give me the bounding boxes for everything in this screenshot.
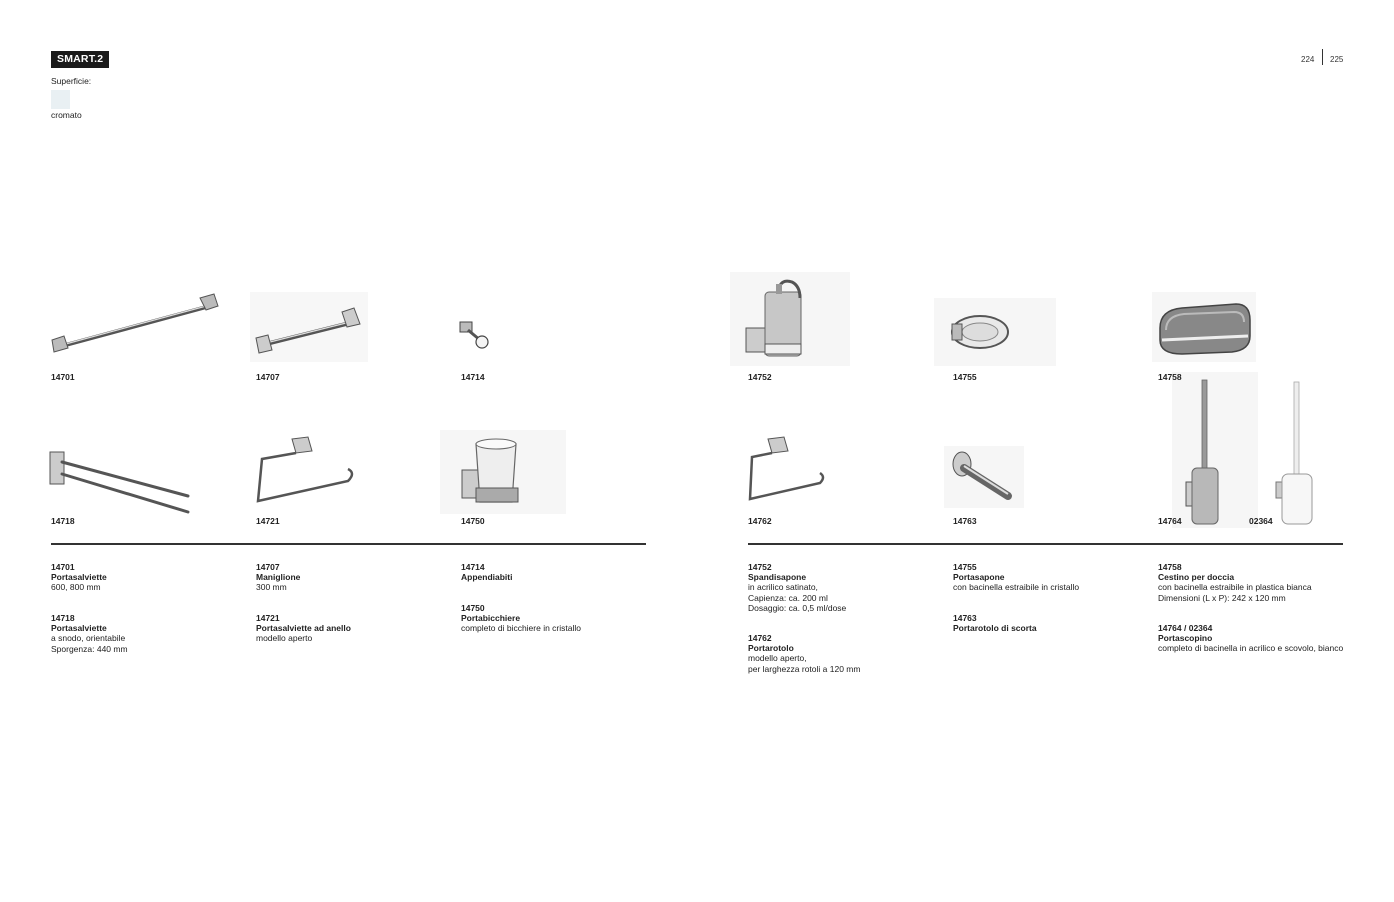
desc-name: Portarotolo (748, 643, 794, 654)
desc-code: 14750 (461, 603, 485, 613)
product-code-14762: 14762 (748, 516, 772, 526)
desc-line: 600, 800 mm (51, 582, 101, 593)
product-code-14763: 14763 (953, 516, 977, 526)
description-14721 (256, 613, 351, 644)
description-14750 (461, 603, 581, 634)
desc-code: 14707 (256, 562, 280, 572)
description-14701 (51, 562, 107, 593)
product-code-14718: 14718 (51, 516, 75, 526)
description-14763 (953, 613, 1037, 633)
desc-name: Appendiabiti (461, 572, 513, 583)
desc-code: 14764 / 02364 (1158, 623, 1213, 633)
product-code-14701: 14701 (51, 372, 75, 382)
soap-dispenser-14752-image (730, 272, 850, 366)
paper-holder-14762-image (744, 433, 828, 505)
shower-basket-14758-image (1152, 292, 1256, 362)
product-code-14764: 14764 (1158, 516, 1182, 526)
page-separator (1322, 49, 1323, 65)
finish-swatch (51, 90, 70, 109)
description-14752 (748, 562, 846, 613)
towel-rail-14701-image (50, 290, 222, 354)
description-14714 (461, 562, 512, 582)
desc-code: 14763 (953, 613, 977, 623)
desc-name: Portabicchiere (461, 613, 521, 624)
desc-line: Capienza: ca. 200 ml (748, 592, 828, 603)
grab-bar-14707-image (250, 292, 368, 362)
desc-name: Portasalviette (51, 572, 107, 583)
desc-line: in acrilico satinato, (748, 582, 818, 593)
towel-ring-14721-image (252, 433, 360, 509)
desc-name: Portasalviette (51, 623, 107, 634)
product-code-14752: 14752 (748, 372, 772, 382)
hook-14714-image (456, 318, 492, 352)
description-14718 (51, 613, 128, 654)
product-code-14707: 14707 (256, 372, 280, 382)
swivel-towel-rail-14718-image (48, 450, 193, 518)
page-number-left: 224 (1301, 55, 1315, 64)
desc-line: con bacinella estraibile in plastica bianca (1158, 582, 1312, 593)
glass-holder-14750-image (440, 430, 566, 514)
page-number-right: 225 (1330, 55, 1344, 64)
description-14762 (748, 633, 860, 674)
desc-name: Portascopino (1158, 633, 1213, 644)
desc-line: modello aperto, (748, 653, 807, 664)
desc-name: Maniglione (256, 572, 301, 583)
desc-line: completo di bacinella in acrilico e scovolo, bianco (1158, 643, 1344, 654)
desc-line: Dosaggio: ca. 0,5 ml/dose (748, 602, 847, 613)
product-code-14750: 14750 (461, 516, 485, 526)
desc-name: Portarotolo di scorta (953, 623, 1037, 634)
product-code-14755: 14755 (953, 372, 977, 382)
product-code-14721: 14721 (256, 516, 280, 526)
product-code-02364: 02364 (1249, 516, 1273, 526)
desc-code: 14718 (51, 613, 75, 623)
desc-code: 14701 (51, 562, 75, 572)
desc-line: a snodo, orientabile (51, 633, 126, 644)
divider-left (51, 543, 646, 545)
desc-name: Portasapone (953, 572, 1005, 583)
desc-name: Spandisapone (748, 572, 807, 583)
spare-roll-holder-14763-image (944, 446, 1024, 508)
desc-code: 14752 (748, 562, 772, 572)
description-14758 (1158, 562, 1312, 603)
description-14707 (256, 562, 300, 593)
desc-line: 300 mm (256, 582, 287, 593)
finish-label: cromato (51, 110, 82, 120)
desc-code: 14714 (461, 562, 485, 572)
description-14764-02364 (1158, 623, 1343, 654)
desc-line: completo di bicchiere in cristallo (461, 623, 581, 634)
desc-name: Cestino per doccia (1158, 572, 1235, 583)
desc-line: modello aperto (256, 633, 313, 644)
desc-code: 14762 (748, 633, 772, 643)
desc-line: per larghezza rotoli a 120 mm (748, 663, 861, 674)
toilet-brush-holder-14764-image (1172, 372, 1258, 528)
desc-name: Portasalviette ad anello (256, 623, 351, 634)
desc-line: con bacinella estraibile in cristallo (953, 582, 1080, 593)
surface-label: Superficie: (51, 76, 92, 86)
desc-code: 14755 (953, 562, 977, 572)
divider-right (748, 543, 1343, 545)
series-title: SMART.2 (51, 51, 109, 68)
soap-dish-14755-image (934, 298, 1056, 366)
replacement-brush-02364-image (1272, 378, 1320, 528)
desc-code: 14721 (256, 613, 280, 623)
description-14755 (953, 562, 1079, 593)
desc-line: Dimensioni (L x P): 242 x 120 mm (1158, 592, 1286, 603)
desc-code: 14758 (1158, 562, 1182, 572)
product-code-14758: 14758 (1158, 372, 1182, 382)
product-code-14714: 14714 (461, 372, 485, 382)
desc-line: Sporgenza: 440 mm (51, 643, 128, 654)
